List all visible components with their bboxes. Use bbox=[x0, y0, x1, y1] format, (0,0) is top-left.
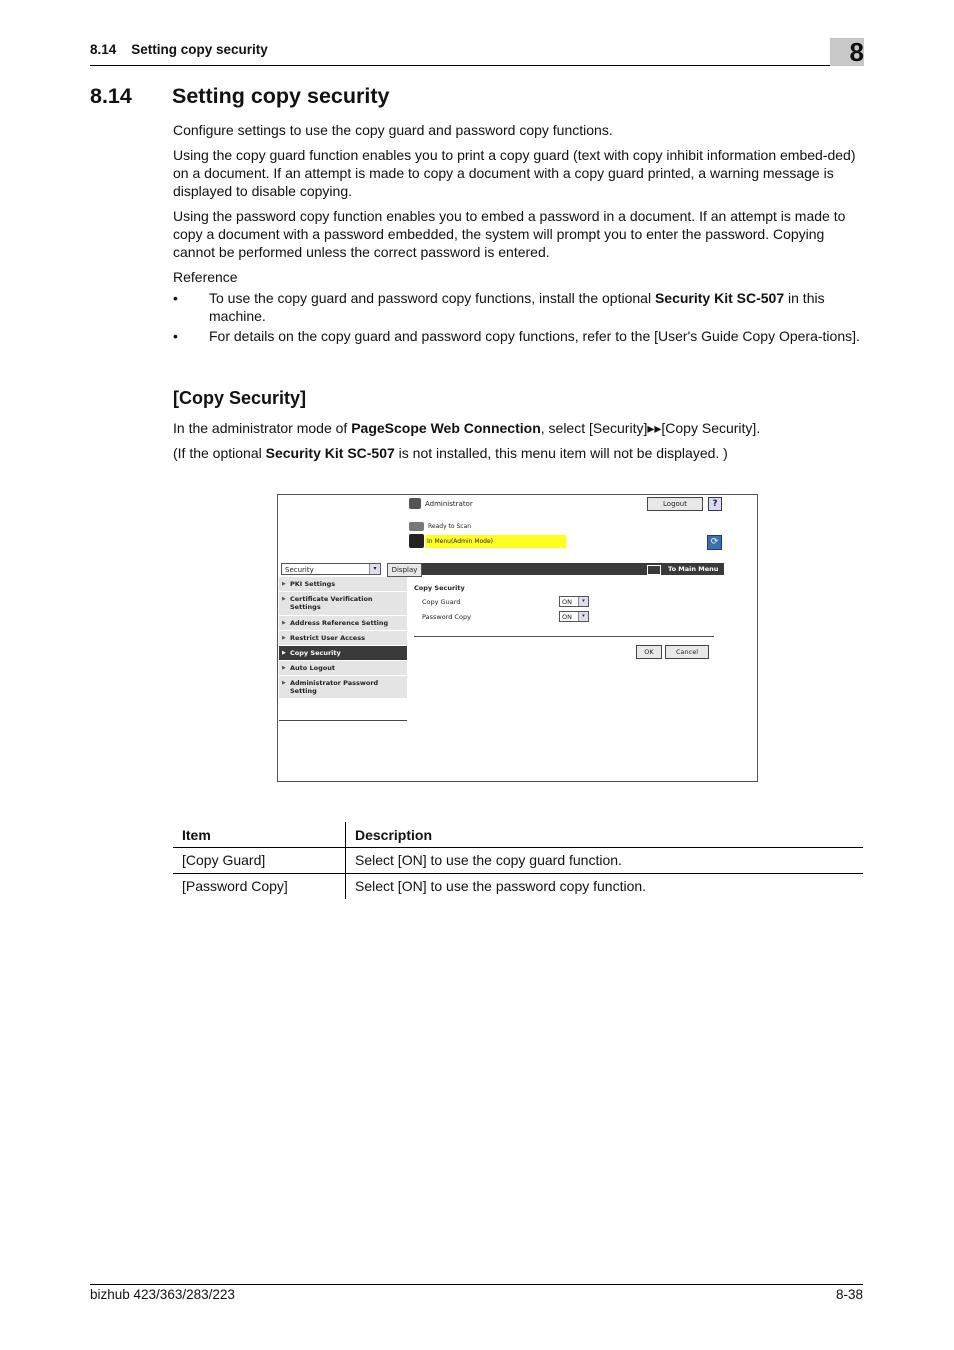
sidebar-item-address-reference[interactable]: ▶ Address Reference Setting bbox=[279, 616, 407, 631]
chevron-down-icon: ▾ bbox=[578, 597, 588, 606]
sidebar-item-pki-settings[interactable]: ▶ PKI Settings bbox=[279, 577, 407, 592]
web-connection-screenshot bbox=[277, 494, 758, 782]
password-copy-paragraph: Using the password copy function enables you to embed a password in a document. If an attempt is made to copy a document with a password embedded, the system will prompt you to enter the password. Copying cannot be performed unless the correct password is entered. bbox=[173, 208, 846, 260]
section-number: 8.14 bbox=[90, 84, 132, 108]
panel-title: Copy Security bbox=[414, 584, 465, 592]
chevron-down-icon: ▾ bbox=[369, 564, 380, 574]
table-cell-description: Select [ON] to use the copy guard function. bbox=[346, 848, 864, 874]
reference-item: • To use the copy guard and password copy functions, install the optional Security Kit SC-507 in this machine. bbox=[173, 290, 825, 324]
chapter-number: 8 bbox=[849, 37, 864, 67]
sidebar bbox=[279, 577, 407, 699]
column-header-description: Description bbox=[346, 822, 864, 848]
navigation-instruction: In the administrator mode of PageScope Web Connection, select [Security]▸▸[Copy Security]. bbox=[173, 420, 761, 436]
running-header-section: 8.14 Setting copy security bbox=[90, 42, 268, 57]
refresh-icon[interactable]: ⟳ bbox=[707, 535, 722, 550]
table-row bbox=[173, 874, 863, 900]
table-cell-description: Select [ON] to use the password copy function. bbox=[355, 877, 647, 894]
optional-kit-note: (If the optional Security Kit SC-507 is not installed, this menu item will not be displayed. ) bbox=[173, 445, 728, 461]
footer-rule bbox=[90, 1284, 863, 1285]
menu-category-select[interactable]: Security ▾ bbox=[281, 563, 381, 575]
administrator-label: Administrator bbox=[425, 500, 473, 508]
password-copy-select[interactable]: ON ▾ bbox=[559, 611, 589, 622]
footer-model: bizhub 423/363/283/223 bbox=[90, 1287, 235, 1302]
copy-guard-label: Copy Guard bbox=[422, 598, 461, 606]
help-icon[interactable]: ? bbox=[708, 497, 722, 511]
copy-guard-paragraph: Using the copy guard function enables you to print a copy guard (text with copy inhibit information embed-ded) on a document. If an attempt is made to copy a document with a copy guard printed, a warning message is displayed to disable copying. bbox=[173, 147, 856, 199]
section-title-text: Setting copy security bbox=[172, 84, 390, 108]
ok-button[interactable]: OK bbox=[636, 645, 662, 659]
chevron-down-icon: ▾ bbox=[578, 612, 588, 621]
status-ready: Ready to Scan bbox=[428, 523, 472, 530]
sidebar-item-admin-password[interactable]: ▶ Administrator Password Setting bbox=[279, 676, 407, 699]
logout-button[interactable]: Logout bbox=[647, 497, 703, 511]
display-button[interactable]: Display bbox=[387, 563, 422, 577]
reference-label: Reference bbox=[173, 269, 238, 285]
copy-guard-select[interactable]: ON ▾ bbox=[559, 596, 589, 607]
sidebar-item-certificate-verification[interactable]: ▶ Certificate Verification Settings bbox=[279, 592, 407, 616]
subsection-title: [Copy Security] bbox=[173, 388, 307, 408]
settings-table bbox=[173, 822, 863, 899]
password-copy-label: Password Copy bbox=[422, 613, 471, 621]
main-menu-icon bbox=[647, 565, 661, 575]
table-row bbox=[173, 848, 863, 874]
bullet: • bbox=[173, 328, 178, 344]
sidebar-item-auto-logout[interactable]: ▶ Auto Logout bbox=[279, 661, 407, 676]
reference-item: • For details on the copy guard and password copy functions, refer to the [User's Guide Copy Opera-tions]. bbox=[173, 328, 860, 344]
section-title bbox=[90, 84, 389, 109]
panel-divider bbox=[414, 636, 714, 637]
column-header-item: Item bbox=[173, 822, 346, 848]
chapter-number-badge bbox=[830, 38, 864, 66]
printer-icon bbox=[409, 534, 424, 548]
bullet: • bbox=[173, 290, 178, 306]
sidebar-item-restrict-user-access[interactable]: ▶ Restrict User Access bbox=[279, 631, 407, 646]
footer-page-number: 8-38 bbox=[835, 1287, 863, 1302]
to-main-menu-link[interactable]: To Main Menu bbox=[668, 565, 719, 573]
header-rule bbox=[90, 65, 863, 66]
table-cell-item: [Copy Guard] bbox=[173, 848, 346, 874]
table-cell-item: [Password Copy] bbox=[173, 874, 346, 900]
sidebar-divider bbox=[279, 720, 407, 721]
administrator-icon bbox=[409, 498, 421, 509]
reference-list bbox=[173, 289, 863, 347]
status-mode: In Menu(Admin Mode) bbox=[427, 538, 494, 545]
scanner-icon bbox=[409, 522, 424, 531]
sidebar-item-copy-security[interactable]: ▶ Copy Security bbox=[279, 646, 407, 661]
intro-paragraph: Configure settings to use the copy guard and password copy functions. bbox=[173, 122, 613, 138]
table-header-row bbox=[173, 822, 863, 848]
cancel-button[interactable]: Cancel bbox=[665, 645, 709, 659]
